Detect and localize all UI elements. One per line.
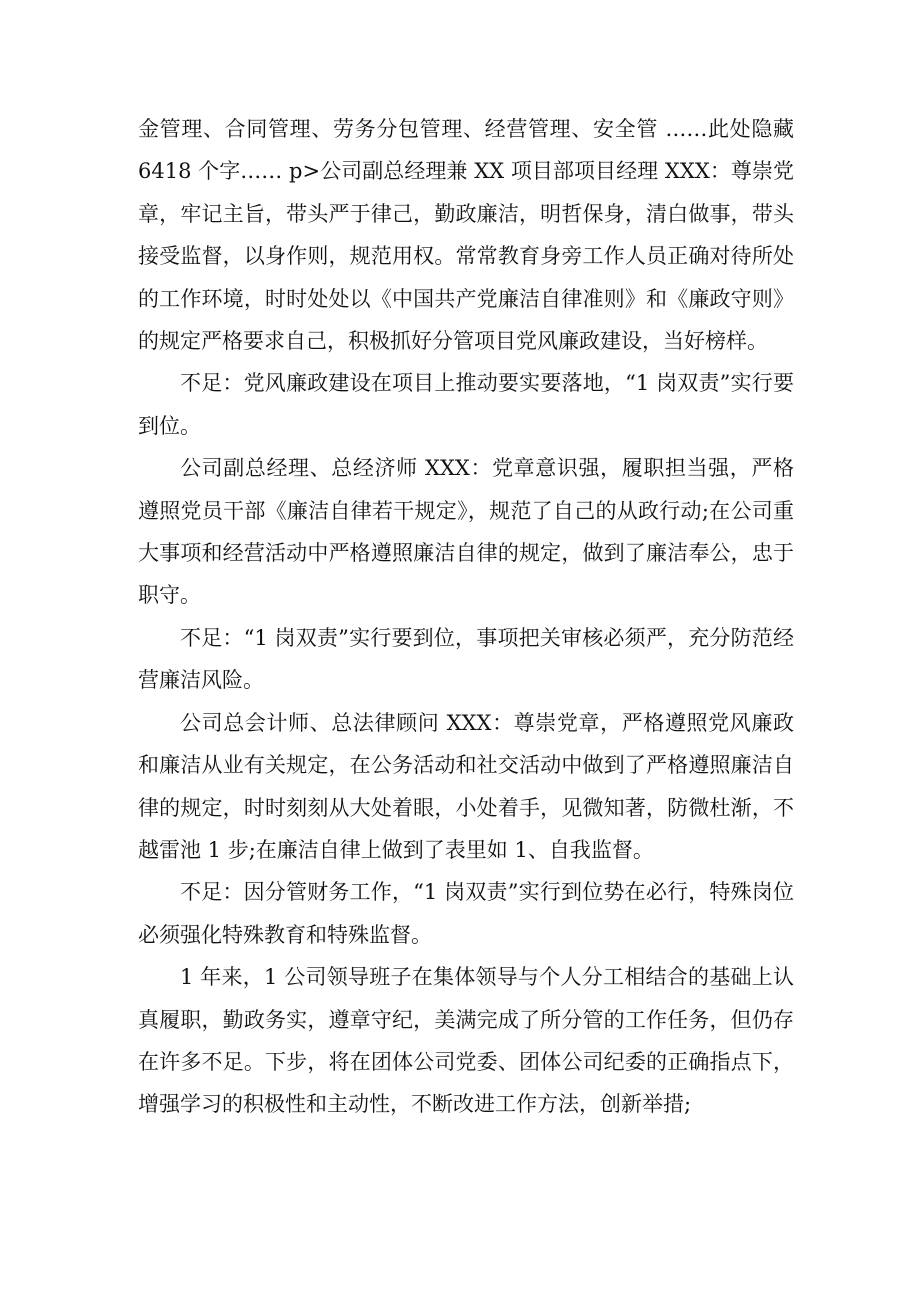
paragraph-chief-accountant: 公司总会计师、总法律顾问 XXX：尊崇党章，严格遵照党风廉政和廉洁从业有关规定，在公务活动和社交活动中做到了严格遵照廉洁自律的规定，时时刻刻从大处着眼，小处着手，见微知著，防微杜渐，不越雷池 1 步;在廉洁自律上做到了表里如 1、自我监督。	[138, 710, 794, 862]
paragraph-annual-summary: 1 年来，1 公司领导班子在集体领导与个人分工相结合的基础上认真履职，勤政务实，遵章守纪，美满完成了所分管的工作任务，但仍存在许多不足。下步，将在团体公司党委、团体公司纪委的正确指点下，增强学习的积极性和主动性，不断改进工作方法，创新举措;	[138, 965, 794, 1117]
paragraph-shortcoming-1: 不足：党风廉政建设在项目上推动要实要落地，“1 岗双责”实行要到位。	[138, 371, 794, 438]
paragraph-shortcoming-3: 不足：因分管财务工作，“1 岗双责”实行到位势在必行，特殊岗位必须强化特殊教育和特殊监督。	[138, 880, 794, 947]
paragraph-shortcoming-2: 不足：“1 岗双责”实行要到位，事项把关审核必须严，充分防范经营廉洁风险。	[138, 625, 794, 693]
paragraph-continuation: 金管理、合同管理、劳务分包管理、经营管理、安全管 ……此处隐藏 6418 个字…… p>公司副总经理兼 XX 项目部项目经理 XXX：尊崇党章，牢记主旨，带头严于律己，勤政廉洁，明哲保身，清白做事，带头接受监督，以身作则，规范用权。常常教育身旁工作人员正确对待所处的工作环境，时时处处以《中国共产党廉洁自律准则》和《廉政守则》的规定严格要求自己，积极抓好分管项目党风廉政建设，当好榜样。	[138, 117, 794, 354]
paragraph-chief-economist: 公司副总经理、总经济师 XXX：党章意识强，履职担当强，严格遵照党员干部《廉洁自律若干规定》，规范了自己的从政行动;在公司重大事项和经营活动中严格遵照廉洁自律的规定，做到了廉洁奉公，忠于职守。	[138, 456, 794, 608]
document-body	[138, 108, 794, 1126]
